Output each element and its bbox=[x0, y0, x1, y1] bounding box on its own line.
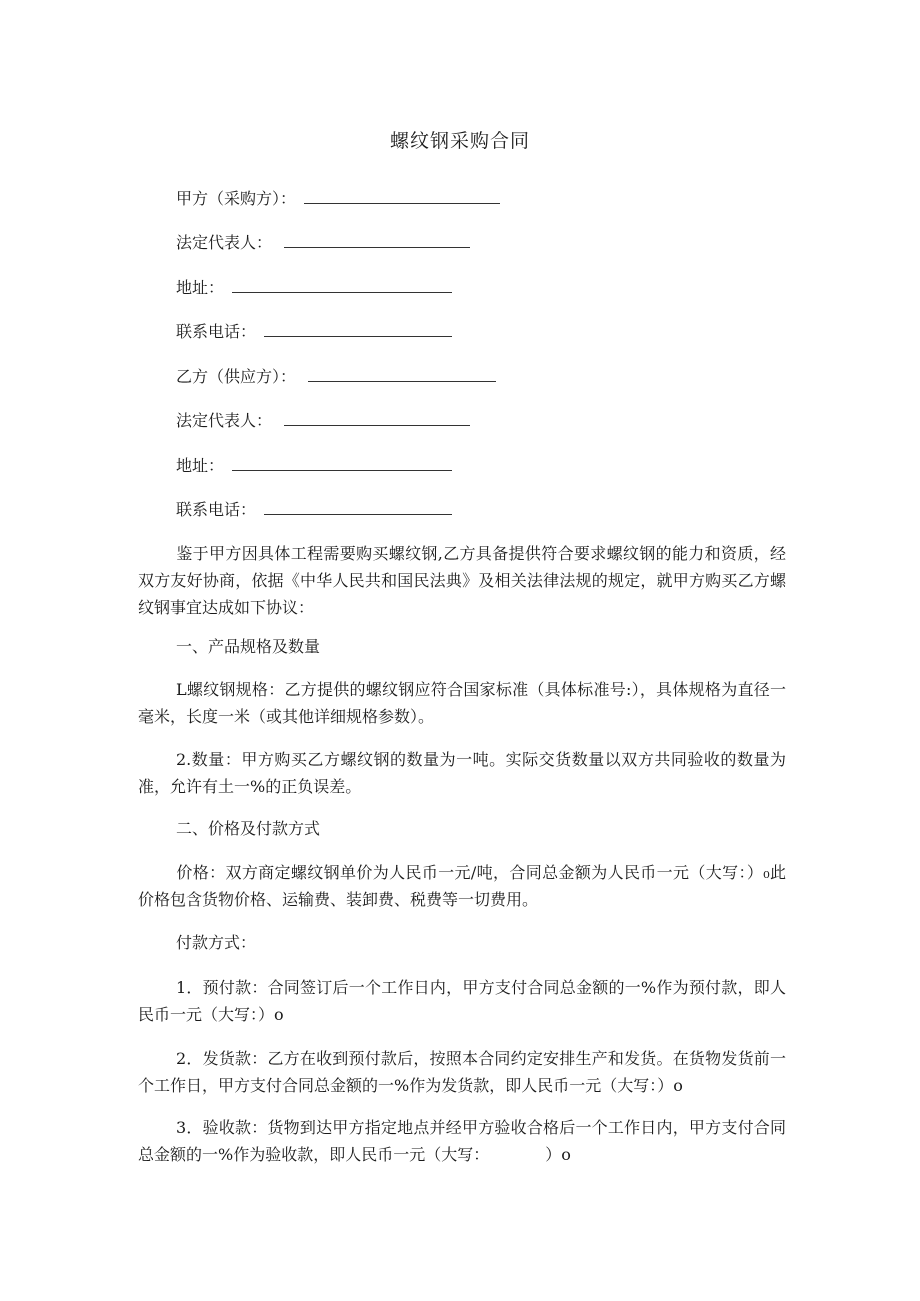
party-a-rep-label: 法定代表人： bbox=[176, 233, 273, 252]
payment-method-label: 付款方式： bbox=[176, 933, 257, 952]
preamble-text: 鉴于甲方因具体工程需要购买螺纹钢,乙方具备提供符合要求螺纹钢的能力和资质，经双方友好协商，依据《中华人民共和国民法典》及相关法律法规的规定，就甲方购买乙方螺纹钢事宜达成如下协议： bbox=[138, 544, 786, 617]
party-a-phone-blank[interactable] bbox=[264, 322, 452, 337]
party-b-rep-label: 法定代表人： bbox=[176, 411, 273, 430]
party-a-rep-field bbox=[176, 232, 470, 254]
acceptance-payment-text: 3．验收款：货物到达甲方指定地点并经甲方验收合格后一个工作日内，甲方支付合同总金额的一%作为验收款，即人民币一元（大写： ）o bbox=[138, 1118, 786, 1164]
section-1-item-2 bbox=[138, 746, 786, 800]
quantity-text: 2.数量：甲方购买乙方螺纹钢的数量为一吨。实际交货数量以双方共同验收的数量为准，允许有土一%的正负误差。 bbox=[138, 750, 786, 796]
party-b-blank[interactable] bbox=[308, 367, 496, 382]
party-a-address-blank[interactable] bbox=[232, 278, 452, 293]
party-b-phone-label: 联系电话： bbox=[176, 500, 257, 519]
party-b-address-blank[interactable] bbox=[232, 456, 452, 471]
section-1-item-1 bbox=[138, 676, 786, 730]
party-b-rep-blank[interactable] bbox=[284, 411, 470, 426]
spec-text: L螺纹钢规格：乙方提供的螺纹钢应符合国家标准（具体标准号:），具体规格为直径一毫米，长度一米（或其他详细规格参数）。 bbox=[138, 680, 786, 726]
party-a-address-label: 地址： bbox=[176, 278, 225, 297]
party-a-phone-field bbox=[176, 321, 452, 343]
party-b-name-field bbox=[176, 366, 496, 388]
price-text: 价格：双方商定螺纹钢单价为人民币一元/吨，合同总金额为人民币一元（大写：）₀此价格包含货物价格、运输费、装卸费、税费等一切费用。 bbox=[138, 863, 786, 909]
party-b-phone-blank[interactable] bbox=[264, 500, 452, 515]
section-1-heading: 一、产品规格及数量 bbox=[176, 637, 321, 656]
preamble-paragraph bbox=[138, 540, 786, 621]
section-2-heading: 二、价格及付款方式 bbox=[176, 819, 321, 838]
page-title: 螺纹钢采购合同 bbox=[389, 130, 530, 152]
party-a-phone-label: 联系电话： bbox=[176, 322, 257, 341]
payment-item-2 bbox=[138, 1045, 786, 1099]
party-a-label: 甲方（采购方）： bbox=[176, 189, 297, 208]
prepayment-text: 1．预付款：合同签订后一个工作日内，甲方支付合同总金额的一%作为预付款，即人民币一元（大写：）o bbox=[138, 978, 786, 1024]
party-a-rep-blank[interactable] bbox=[284, 233, 470, 248]
shipment-payment-text: 2．发货款：乙方在收到预付款后，按照本合同约定安排生产和发货。在货物发货前一个工作日，甲方支付合同总金额的一%作为发货款，即人民币一元（大写：）o bbox=[138, 1049, 786, 1095]
party-a-name-field bbox=[176, 188, 500, 210]
payment-item-1 bbox=[138, 974, 786, 1028]
party-b-label: 乙方（供应方）： bbox=[176, 367, 297, 386]
payment-item-3 bbox=[138, 1114, 786, 1168]
party-a-blank[interactable] bbox=[304, 189, 500, 204]
party-b-address-field bbox=[176, 455, 452, 477]
party-b-rep-field bbox=[176, 410, 470, 432]
party-b-phone-field bbox=[176, 499, 452, 521]
party-a-address-field bbox=[176, 277, 452, 299]
price-paragraph bbox=[138, 859, 786, 913]
party-b-address-label: 地址： bbox=[176, 456, 225, 475]
